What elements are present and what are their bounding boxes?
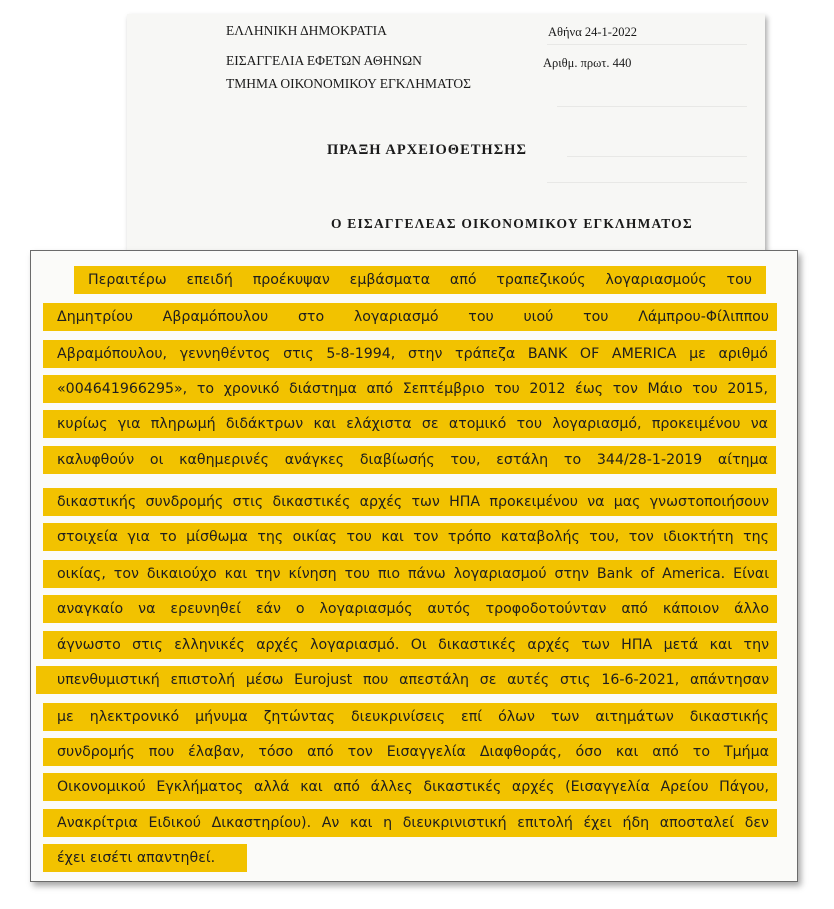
excerpt-line: κυρίως για πληρωμή διδάκτρων και ελάχιστα σε ατομικό του λογαριασμό, προκειμένου να <box>43 410 776 438</box>
prosecution-office: ΕΙΣΑΓΓΕΛΙΑ ΕΦΕΤΩΝ ΑΘΗΝΩΝ <box>226 53 422 68</box>
department-label: ΤΜΗΜΑ ΟΙΚΟΝΟΜΙΚΟΥ ΕΓΚΛΗΜΑΤΟΣ <box>226 76 471 91</box>
document-date: Αθήνα 24-1-2022 <box>548 25 637 39</box>
excerpt-line: Αβραμόπουλου, γεννηθέντος στις 5-8-1994, στην τράπεζα BANK OF AMERICA με αριθμό <box>43 340 776 368</box>
excerpt-line: Δημητρίου Αβραμόπουλου στο λογαριασμό του υιού του Λάμπρου-Φίλιππου <box>43 303 777 331</box>
excerpt-line: «004641966295», το χρονικό διάστημα από Σεπτέμβριο του 2012 έως τον Μάιο του 2015, <box>43 375 776 403</box>
document-title: ΠΡΑΞΗ ΑΡΧΕΙΟΘΕΤΗΣΗΣ <box>327 142 527 158</box>
excerpt-line: με ηλεκτρονικό μήνυμα ζητώντας διευκρινίσεις επί όλων των αιτημάτων δικαστικής <box>43 703 777 731</box>
excerpt-line: καλυφθούν οι καθημερινές ανάγκες διαβίωσής του, εστάλη το 344/28-1-2019 αίτημα <box>43 446 776 474</box>
excerpt-line: στοιχεία για το μίσθωμα της οικίας του και τον τρόπο καταβολής του, τον ιδιοκτήτη της <box>43 523 777 551</box>
excerpt-line: δικαστικής συνδρομής στις δικαστικές αρχές των ΗΠΑ προκειμένου να μας γνωστοποιήσουν <box>43 488 777 516</box>
excerpt-line: Ανακρίτρια Ειδικού Δικαστηρίου). Αν και η διευκρινιστική επιτολή έχει ήδη αποσταλεί δεν <box>43 809 777 837</box>
protocol-number: Αριθμ. πρωτ. 440 <box>543 56 632 70</box>
excerpt-line: οικίας, τον δικαιούχο και την κίνηση του πιο πάνω λογαριασμού στην Bank of America. Είναι <box>43 560 777 588</box>
republic-label: ΕΛΛΗΝΙΚΗ ΔΗΜΟΚΡΑΤΙΑ <box>226 23 387 38</box>
excerpt-line: άγνωστο στις ελληνικές αρχές λογαριασμό. Οι δικαστικές αρχές των ΗΠΑ μετά και την <box>43 631 777 659</box>
excerpt-line: υπενθυμιστική επιστολή μέσω Eurojust που απεστάλη σε αυτές στις 16-6-2021, απάντησαν <box>36 666 777 694</box>
excerpt-line: έχει εισέτι απαντηθεί. <box>43 844 247 872</box>
document-header-sheet <box>127 14 765 264</box>
prosecutor-title: Ο ΕΙΣΑΓΓΕΛΕΑΣ ΟΙΚΟΝΟΜΙΚΟΥ ΕΓΚΛΗΜΑΤΟΣ <box>331 216 693 231</box>
excerpt-line: συνδρομής που έλαβαν, τόσο από τον Εισαγγελία Διαφθοράς, όσο και από το Τμήμα <box>43 738 777 766</box>
excerpt-line: Οικονομικού Εγκλήματος αλλά και από άλλες δικαστικές αρχές (Εισαγγελία Αρείου Πάγου, <box>43 773 777 801</box>
excerpt-line: Περαιτέρω επειδή προέκυψαν εμβάσματα από τραπεζικούς λογαριασμούς του <box>74 266 766 294</box>
excerpt-line: αναγκαίο να ερευνηθεί εάν ο λογαριασμός αυτός τροφοδοτούνταν από κάποιον άλλο <box>43 595 777 623</box>
